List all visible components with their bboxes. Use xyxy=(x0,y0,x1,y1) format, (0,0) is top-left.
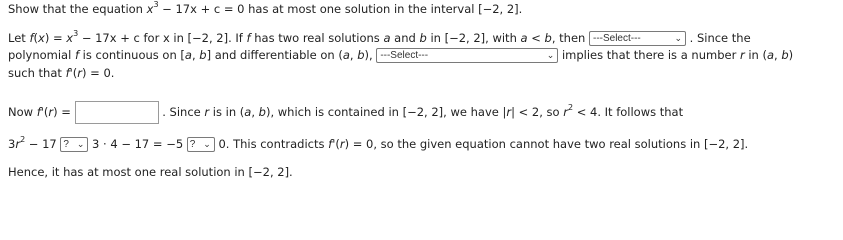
text: ), xyxy=(364,48,377,62)
text: < xyxy=(527,31,545,45)
text: − 17 xyxy=(25,137,61,151)
proof-line-1 xyxy=(8,31,751,46)
var-x: x xyxy=(38,31,45,45)
text: , xyxy=(774,48,782,62)
text: , xyxy=(191,48,200,62)
text: ) = 0. xyxy=(82,66,115,80)
var-f: f xyxy=(246,31,251,45)
chevron-down-icon: ⌄ xyxy=(76,140,85,150)
text: ) xyxy=(788,48,794,62)
statement-text-rest: − 17x + c = 0 has at most one solution in the interval [−2, 2]. xyxy=(158,2,523,16)
var-r: r xyxy=(339,137,345,151)
text: < 4. It follows that xyxy=(573,105,684,119)
text: implies that there is a number xyxy=(561,48,740,62)
exponent: 3 xyxy=(73,29,79,39)
conclusion-text xyxy=(8,165,293,180)
text: 3 · 4 − 17 = −5 xyxy=(88,137,187,151)
chevron-down-icon: ⌄ xyxy=(546,51,555,61)
exponent: 2 xyxy=(20,135,26,145)
inequality-select-1[interactable] xyxy=(60,137,88,152)
text: . Since the xyxy=(689,31,751,45)
var-b: b xyxy=(781,48,789,62)
var-r: r xyxy=(77,66,83,80)
statement-text: Show that the equation xyxy=(8,2,147,16)
text: . Since xyxy=(162,105,205,119)
statement-exponent: 3 xyxy=(153,0,159,10)
var-r: r xyxy=(563,105,568,119)
var-x: x xyxy=(66,31,74,45)
var-r: r xyxy=(204,105,210,119)
theorem-select-2[interactable] xyxy=(376,48,558,63)
var-r: r xyxy=(739,48,745,62)
proof-line-3 xyxy=(8,66,114,81)
inequality-select-2-value: ? xyxy=(189,139,196,150)
text: 0. This contradicts xyxy=(214,137,329,151)
text: − 17x + c for x in [−2, 2]. If xyxy=(78,31,247,45)
var-a: a xyxy=(342,48,350,62)
chevron-down-icon: ⌄ xyxy=(203,140,211,150)
text: has two real solutions xyxy=(250,31,384,45)
theorem-select-1[interactable] xyxy=(589,31,686,46)
text: and xyxy=(390,31,420,45)
conclusion-sentence: Hence, it has at most one real solution in [−2, 2]. xyxy=(8,165,293,179)
text: is continuous on [ xyxy=(79,48,185,62)
problem-statement xyxy=(8,2,522,17)
theorem-select-1-value: ---Select--- xyxy=(592,33,641,44)
inequality-select-2[interactable] xyxy=(187,137,215,152)
proof-line-2 xyxy=(8,48,793,63)
text: | < 2, so xyxy=(511,105,564,119)
var-r: r xyxy=(506,105,512,119)
text: polynomial xyxy=(8,48,75,62)
text: '( xyxy=(40,105,49,119)
text: ] and differentiable on ( xyxy=(206,48,343,62)
statement-var: x xyxy=(146,2,154,16)
derivative-answer-input[interactable] xyxy=(75,101,159,124)
var-b: b xyxy=(258,105,266,119)
text: 3 xyxy=(8,137,16,151)
var-b: b xyxy=(199,48,207,62)
text: , then xyxy=(551,31,589,45)
text: such that xyxy=(8,66,66,80)
var-b: b xyxy=(544,31,552,45)
text: ) = 0, so the given equation cannot have two real solutions in [−2, 2]. xyxy=(344,137,749,151)
theorem-select-2-value: ---Select--- xyxy=(380,50,429,61)
var-a: a xyxy=(766,48,775,62)
var-a: a xyxy=(244,105,252,119)
derivative-line xyxy=(8,101,683,124)
inequality-line xyxy=(8,137,748,152)
text: , xyxy=(349,48,358,62)
text: Now xyxy=(8,105,37,119)
var-b: b xyxy=(419,31,427,45)
chevron-down-icon: ⌄ xyxy=(674,34,682,44)
text: , xyxy=(251,105,259,119)
text: ) = xyxy=(53,105,71,119)
var-b: b xyxy=(357,48,365,62)
text: '( xyxy=(332,137,340,151)
var-a: a xyxy=(383,31,391,45)
text: is in ( xyxy=(209,105,245,119)
text: in ( xyxy=(744,48,767,62)
var-r: r xyxy=(15,137,21,151)
var-f: f xyxy=(328,137,333,151)
text: '( xyxy=(69,66,78,80)
var-a: a xyxy=(184,48,192,62)
text: ( xyxy=(33,31,39,45)
var-f: f xyxy=(36,105,41,119)
text: Let xyxy=(8,31,30,45)
text: ) = xyxy=(44,31,67,45)
var-f: f xyxy=(74,48,80,62)
text: in [−2, 2], with xyxy=(426,31,521,45)
var-a: a xyxy=(520,31,528,45)
text: ), which is contained in [−2, 2], we have | xyxy=(265,105,507,119)
var-f: f xyxy=(65,66,70,80)
inequality-select-1-value: ? xyxy=(63,139,69,150)
var-r: r xyxy=(48,105,54,119)
var-f: f xyxy=(29,31,34,45)
exponent: 2 xyxy=(567,103,574,113)
